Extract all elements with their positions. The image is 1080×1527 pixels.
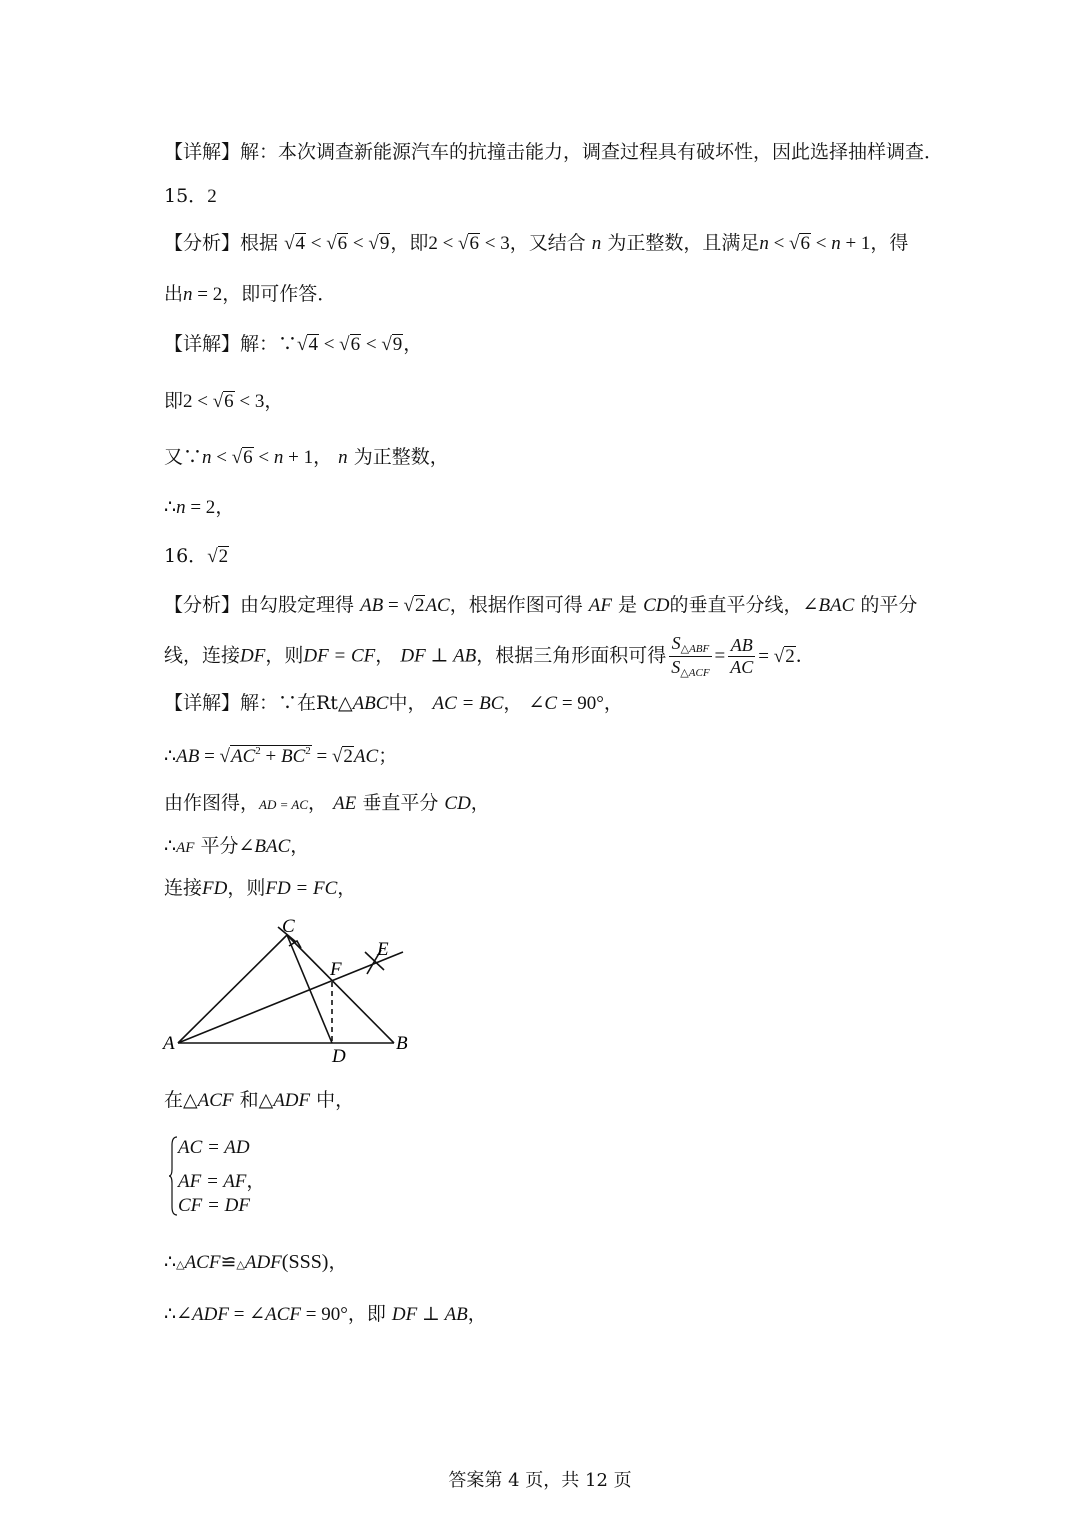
- detail-16-line-8: [164, 1303, 487, 1327]
- math-inequality: 2 < √6 < 3: [183, 391, 265, 412]
- text: 和△: [239, 1089, 274, 1111]
- detail-16-line-3: [164, 792, 490, 816]
- math-df-eq-cf: DF = CF: [303, 645, 376, 667]
- math-adf: ADF: [273, 1090, 311, 1111]
- detail-16-line-6: [164, 1089, 354, 1113]
- text: ，即: [347, 1303, 386, 1325]
- text: ，即可作答．: [222, 283, 337, 305]
- text: 【详解】解：∵: [164, 333, 298, 355]
- text: ，根据三角形面积可得: [476, 644, 667, 667]
- text: 由作图得，: [164, 792, 260, 814]
- analysis-15-line-2: [164, 283, 336, 307]
- segment-ac: [178, 935, 287, 1043]
- label-c: C: [282, 916, 295, 937]
- text: 中，: [388, 692, 427, 714]
- text: ，: [603, 692, 623, 714]
- math-angle-bac: ∠BAC: [802, 595, 855, 616]
- text: 【分析】根据: [164, 232, 279, 254]
- math-fd: FD: [202, 878, 228, 899]
- math-n: n: [591, 233, 602, 254]
- text: ∴: [164, 496, 177, 518]
- math-n-eq-2: n = 2: [183, 284, 223, 305]
- text: ，: [290, 835, 310, 857]
- text: 的平分: [860, 594, 918, 616]
- answer-value: 2: [207, 186, 217, 207]
- label-a: A: [163, 1033, 175, 1054]
- math-congruence: △ACF≌△ADF: [176, 1252, 282, 1273]
- text: ，: [337, 877, 357, 899]
- text: 垂直平分: [362, 792, 439, 814]
- math-ab-over-ac: $\frac{AB}{AC}$: [730, 634, 754, 678]
- text: 出: [164, 283, 184, 305]
- text: ，: [375, 644, 395, 667]
- detail-15-line-1: [164, 333, 422, 357]
- detail-16-line-2: [164, 745, 397, 769]
- analysis-16-line-1: [164, 594, 917, 618]
- text: ，: [403, 333, 423, 355]
- question-16-answer: [164, 545, 229, 569]
- text: ，: [264, 390, 284, 412]
- text: ；: [378, 745, 398, 767]
- math-af: AF: [176, 840, 195, 856]
- text: ∴: [164, 745, 177, 767]
- math-df: DF: [240, 645, 266, 667]
- text: 线，连接: [164, 644, 241, 667]
- math-range: n < √6 < n + 1: [759, 233, 871, 254]
- text: 的垂直平分线，: [669, 594, 803, 616]
- detail-16-line-4: [164, 835, 309, 859]
- detail-16-line-1: [164, 692, 623, 716]
- text: ，: [308, 792, 328, 814]
- text: ，根据作图可得: [449, 594, 583, 616]
- math-cd: CD: [643, 595, 670, 616]
- text: ，: [467, 1303, 487, 1325]
- text: 平分: [200, 835, 239, 857]
- text: 又∵: [164, 446, 203, 468]
- math-n: n: [338, 447, 348, 468]
- math-area-ratio: $\frac{S_{\triangle ABF}}{S_{\triangle ACF}}$: [671, 633, 710, 680]
- math-abc: ABC: [352, 693, 389, 714]
- label-d: D: [332, 1046, 346, 1067]
- math-df-perp-ab: DF ⊥ AB: [391, 1304, 468, 1325]
- math-df-perp-ab: DF ⊥ AB: [400, 645, 477, 667]
- detail-15-line-4: [164, 496, 234, 520]
- math-ab-eq: AB = √2AC: [360, 595, 450, 616]
- math-acf: ACF: [197, 1090, 234, 1111]
- text: ，得: [870, 232, 909, 254]
- text: ，: [470, 792, 490, 814]
- math-angle-bac: ∠BAC: [238, 836, 291, 857]
- label-b: B: [396, 1033, 408, 1054]
- math-angle-c: ∠C = 90°: [528, 693, 604, 714]
- text: 是: [618, 594, 638, 616]
- math-af: AF: [588, 595, 612, 616]
- text: 【详解】解：∵在Rt△: [164, 692, 353, 714]
- detail-15-line-2: [164, 390, 283, 414]
- brace-icon: [168, 1135, 178, 1217]
- text: ，: [503, 692, 523, 714]
- segment-cd: [287, 935, 332, 1043]
- math-ac-eq-bc: AC = BC: [432, 693, 504, 714]
- math-fd-eq-fc: FD = FC: [265, 878, 338, 899]
- answer-value: √2: [207, 546, 229, 567]
- math-ae: AE: [333, 793, 357, 814]
- question-15-answer: [164, 185, 217, 209]
- text: ，又结合: [509, 232, 586, 254]
- system-row-3: CF = DF: [178, 1195, 250, 1216]
- text: 为正整数，且满足: [607, 232, 760, 254]
- text: ，: [215, 496, 235, 518]
- math-ad-eq-ac: AD = AC: [259, 797, 308, 812]
- ray-ae: [178, 952, 403, 1043]
- math-inequality: 2 < √6 < 3: [428, 233, 510, 254]
- text: ，则: [265, 644, 304, 667]
- system-row-1: AC = AD: [178, 1137, 250, 1158]
- label-f: F: [330, 959, 342, 980]
- analysis-15-line-1: [164, 232, 908, 256]
- math-n-eq-2: n = 2: [176, 497, 216, 518]
- detail-15-line-3: [164, 446, 449, 470]
- text: 在△: [164, 1089, 198, 1111]
- question-number: 15．: [164, 185, 208, 207]
- text: 为正整数，: [353, 446, 449, 468]
- text: ，: [328, 1251, 348, 1273]
- text: ，则: [227, 877, 266, 899]
- math-angle-eq: ∠ADF = ∠ACF = 90°: [176, 1304, 348, 1325]
- detail-text: 【详解】解：本次调查新能源汽车的抗撞击能力，调查过程具有破坏性，因此选择抽样调查．: [164, 141, 944, 163]
- analysis-16-line-2: 线，连接DF，则DF = CF， DF ⊥ AB，根据三角形面积可得 $\frac{S_{\triangle ABF}}{S_{\triangle ACF}}$ = $\frac{AB}{AC}$ = √2．: [164, 633, 815, 680]
- text: ∴: [164, 1303, 177, 1325]
- text: 中，: [316, 1089, 355, 1111]
- page-footer: 答案第 4 页，共 12 页: [448, 1470, 632, 1491]
- text: ，: [313, 446, 333, 468]
- system-row-2: AF = AF，: [178, 1170, 266, 1192]
- text: ．: [795, 644, 815, 667]
- detail-16-line-5: [164, 877, 356, 901]
- label-e: E: [377, 939, 389, 960]
- text: ∴: [164, 835, 177, 857]
- text: 连接: [164, 877, 203, 899]
- text: ，即: [390, 232, 429, 254]
- math-sqrt-chain: √4 < √6 < √9: [297, 334, 403, 355]
- math-sss: (SSS): [281, 1251, 329, 1273]
- text: 【分析】由勾股定理得: [164, 594, 355, 616]
- geometry-figure: [158, 912, 418, 1072]
- detail-line-14: [164, 141, 943, 164]
- math-pythagoras: AB = $√AC^2 + BC^2 = √2AC$: [176, 745, 379, 767]
- math-range: n < √6 < n + 1: [202, 447, 314, 468]
- text: ∴: [164, 1251, 177, 1273]
- detail-16-line-7: [164, 1250, 348, 1275]
- question-number: 16．: [164, 545, 208, 567]
- equation-system: [168, 1135, 368, 1217]
- text: 即: [164, 390, 184, 412]
- math-sqrt-chain: √4 < √6 < √9: [284, 233, 390, 254]
- math-cd: CD: [444, 793, 471, 814]
